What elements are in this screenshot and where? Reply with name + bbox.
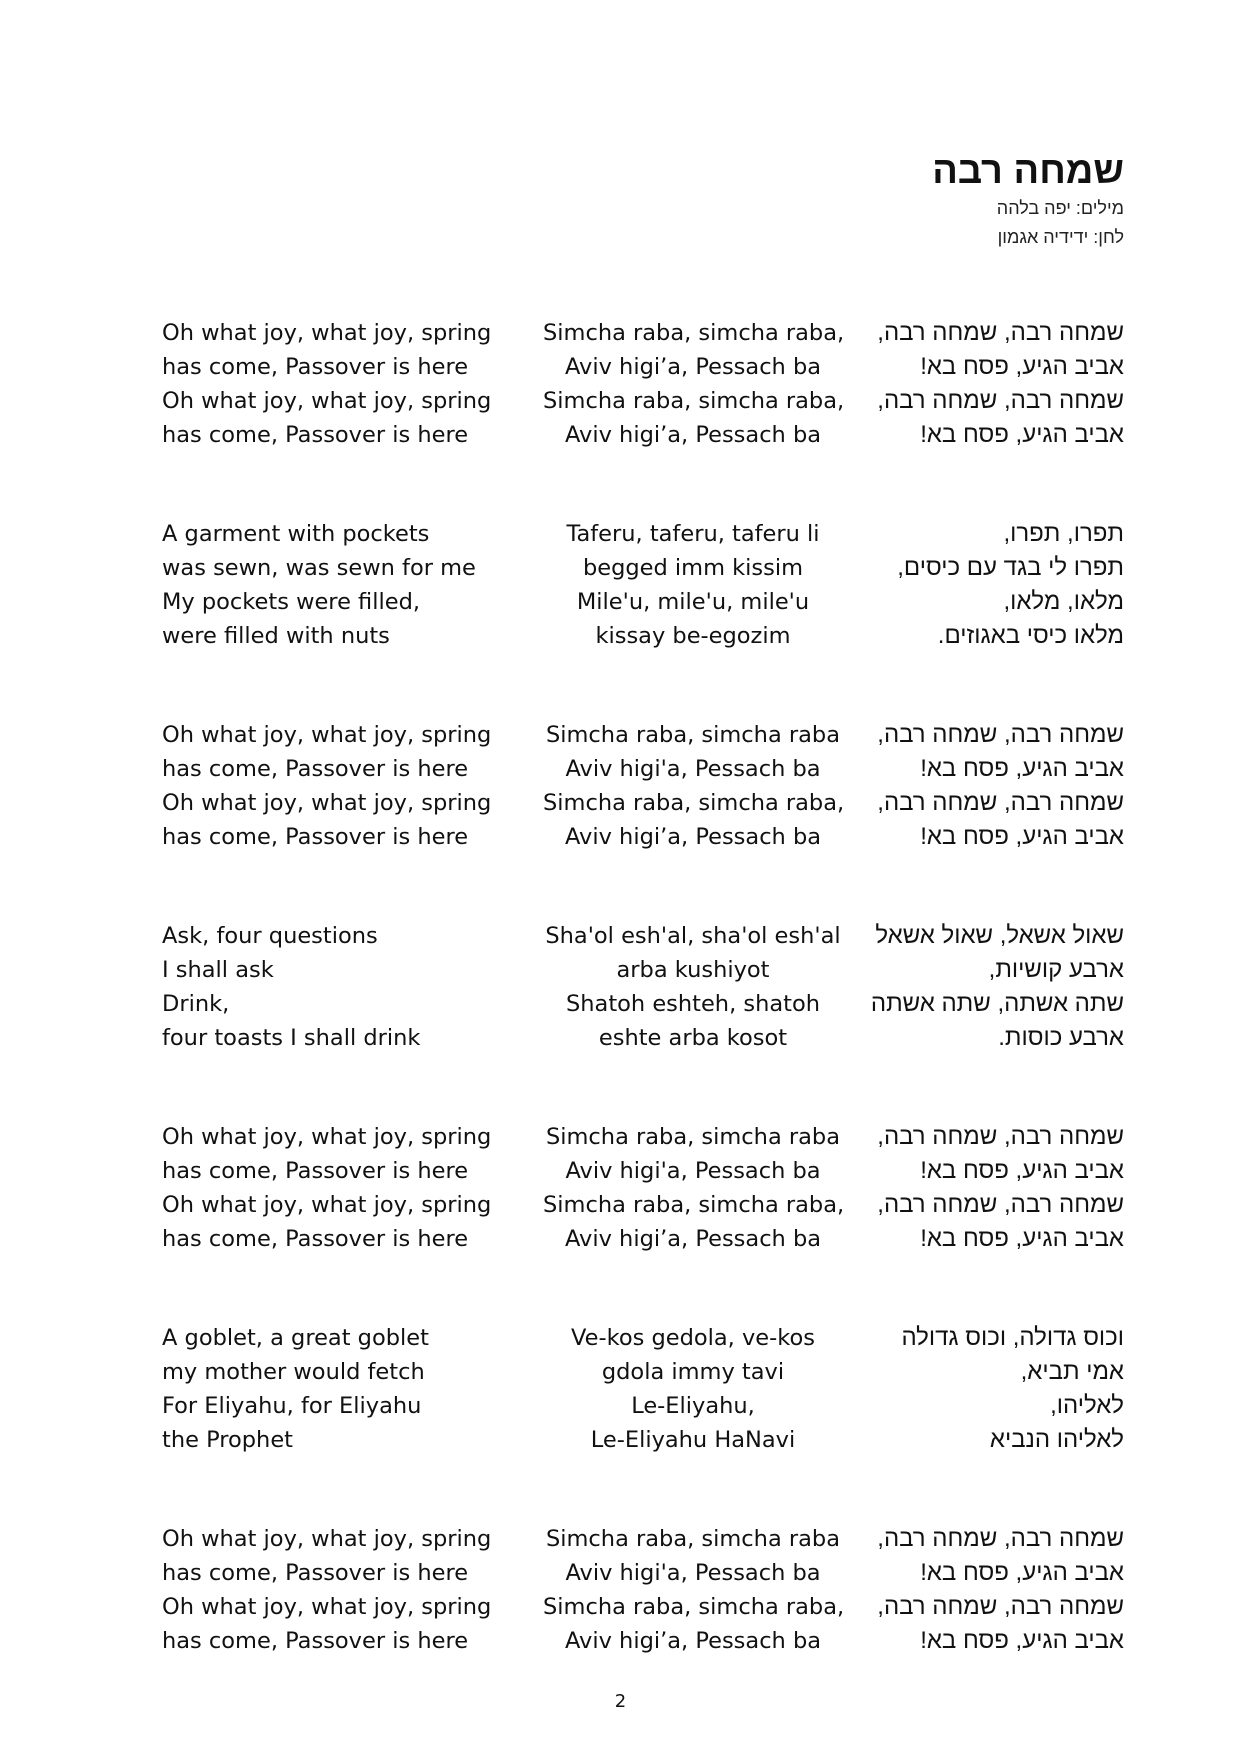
transliteration-column (543, 1321, 843, 1457)
english-line: Ask, four questions (162, 923, 378, 949)
hebrew-column (877, 1522, 1124, 1658)
transliteration-line: Simcha raba, simcha raba (545, 1124, 840, 1150)
transliteration-line: Simcha raba, simcha raba, (543, 320, 845, 346)
transliteration-line: Le-Eliyahu HaNavi (590, 1427, 796, 1453)
transliteration-line: Aviv higi’a, Pessach ba (564, 354, 822, 380)
transliteration-line: Sha'ol esh'al, sha'ol esh'al (545, 923, 841, 949)
song-title: שמחה רבה (932, 150, 1124, 192)
english-column (162, 316, 491, 452)
hebrew-column (901, 1321, 1124, 1457)
transliteration-column (543, 517, 843, 653)
hebrew-column (897, 517, 1124, 653)
hebrew-line: אביב הגיע, פסח בא! (920, 353, 1124, 380)
lyrics-credit: מילים: יפה בלהה (996, 198, 1124, 218)
hebrew-line: שמחה רבה, שמחה רבה, (877, 1123, 1124, 1150)
hebrew-line: אביב הגיע, פסח בא! (920, 421, 1124, 448)
transliteration-line: begged imm kissim (582, 555, 804, 581)
transliteration-column (543, 919, 843, 1055)
hebrew-line: שמחה רבה, שמחה רבה, (877, 319, 1124, 346)
english-line: Oh what joy, what joy, spring (162, 722, 492, 748)
hebrew-line: אביב הגיע, פסח בא! (920, 1627, 1124, 1654)
transliteration-line: Simcha raba, simcha raba, (543, 1192, 845, 1218)
english-line: Oh what joy, what joy, spring (162, 790, 492, 816)
transliteration-line: Aviv higi'a, Pessach ba (565, 1158, 821, 1184)
transliteration-line: Ve-kos gedola, ve-kos (571, 1325, 815, 1351)
hebrew-line: שמחה רבה, שמחה רבה, (877, 1525, 1124, 1552)
hebrew-column (877, 316, 1124, 452)
hebrew-line: אביב הגיע, פסח בא! (920, 1225, 1124, 1252)
english-line: I shall ask (162, 957, 274, 983)
hebrew-line: ארבע קושיות, (988, 956, 1124, 983)
hebrew-line: מלאו, מלאו, (1003, 588, 1124, 615)
english-line: A garment with pockets (162, 521, 430, 547)
english-line: was sewn, was sewn for me (162, 555, 476, 581)
hebrew-line: תפרו לי בגד עם כיסים, (897, 554, 1124, 581)
stanza (0, 316, 1241, 456)
transliteration-line: Aviv higi’a, Pessach ba (564, 1226, 822, 1252)
stanza (0, 1321, 1241, 1461)
hebrew-line: שמחה רבה, שמחה רבה, (877, 789, 1124, 816)
english-line: my mother would fetch (162, 1359, 425, 1385)
transliteration-column (543, 1522, 843, 1658)
transliteration-line: Le-Eliyahu, (631, 1393, 755, 1419)
hebrew-line: תפרו, תפרו, (1003, 520, 1124, 547)
hebrew-line: שמחה רבה, שמחה רבה, (877, 1593, 1124, 1620)
english-column (162, 517, 476, 653)
english-line: has come, Passover is here (162, 824, 469, 850)
transliteration-line: Simcha raba, simcha raba, (543, 388, 845, 414)
hebrew-line: מלאו כיסי באגוזים. (937, 622, 1124, 649)
hebrew-line: לאליהו הנביא (989, 1426, 1124, 1453)
english-line: has come, Passover is here (162, 756, 469, 782)
english-line: Oh what joy, what joy, spring (162, 1192, 492, 1218)
transliteration-line: Mile'u, mile'u, mile'u (576, 589, 810, 615)
english-line: has come, Passover is here (162, 354, 469, 380)
hebrew-line: אביב הגיע, פסח בא! (920, 755, 1124, 782)
stanza (0, 919, 1241, 1059)
transliteration-line: Aviv higi'a, Pessach ba (565, 756, 821, 782)
hebrew-line: אביב הגיע, פסח בא! (920, 1559, 1124, 1586)
transliteration-line: Simcha raba, simcha raba, (543, 1594, 845, 1620)
english-line: the Prophet (162, 1427, 293, 1453)
song-header (932, 148, 1124, 252)
hebrew-line: אמי תביא, (1020, 1358, 1124, 1385)
transliteration-line: Simcha raba, simcha raba, (543, 790, 845, 816)
hebrew-line: שתה אשתה, שתה אשתה (870, 990, 1124, 1017)
english-line: Oh what joy, what joy, spring (162, 1594, 492, 1620)
english-line: A goblet, a great goblet (162, 1325, 429, 1351)
hebrew-line: שמחה רבה, שמחה רבה, (877, 721, 1124, 748)
hebrew-line: שמחה רבה, שמחה רבה, (877, 387, 1124, 414)
stanza (0, 1120, 1241, 1260)
hebrew-column (877, 718, 1124, 854)
transliteration-line: kissay be-egozim (595, 623, 791, 649)
hebrew-column (877, 1120, 1124, 1256)
hebrew-line: ארבע כוסות. (998, 1024, 1124, 1051)
stanza (0, 718, 1241, 858)
english-line: Drink, (162, 991, 230, 1017)
transliteration-line: Taferu, taferu, taferu li (566, 521, 820, 547)
transliteration-line: Shatoh eshteh, shatoh (565, 991, 820, 1017)
english-line: Oh what joy, what joy, spring (162, 388, 492, 414)
english-line: For Eliyahu, for Eliyahu (162, 1393, 422, 1419)
english-line: Oh what joy, what joy, spring (162, 1124, 492, 1150)
stanza (0, 517, 1241, 657)
transliteration-line: eshte arba kosot (598, 1025, 788, 1051)
hebrew-column (871, 919, 1124, 1055)
transliteration-column (543, 316, 843, 452)
transliteration-line: Aviv higi’a, Pessach ba (564, 824, 822, 850)
music-credit: לחן: ידידיה אגמון (997, 227, 1124, 247)
stanza (0, 1522, 1241, 1662)
hebrew-line: אביב הגיע, פסח בא! (920, 1157, 1124, 1184)
hebrew-line: שמחה רבה, שמחה רבה, (877, 1191, 1124, 1218)
page-number: 2 (614, 1691, 627, 1712)
hebrew-line: וכוס גדולה, וכוס גדולה (901, 1324, 1124, 1351)
transliteration-line: Aviv higi'a, Pessach ba (565, 1560, 821, 1586)
english-line: Oh what joy, what joy, spring (162, 1526, 492, 1552)
hebrew-line: אביב הגיע, פסח בא! (920, 823, 1124, 850)
english-line: has come, Passover is here (162, 1158, 469, 1184)
english-line: has come, Passover is here (162, 1628, 469, 1654)
transliteration-column (543, 1120, 843, 1256)
english-line: Oh what joy, what joy, spring (162, 320, 492, 346)
transliteration-line: Aviv higi’a, Pessach ba (564, 1628, 822, 1654)
english-column (162, 1321, 429, 1457)
english-line: has come, Passover is here (162, 422, 469, 448)
english-line: four toasts I shall drink (162, 1025, 421, 1051)
english-column (162, 718, 491, 854)
english-line: My pockets were filled, (162, 589, 421, 615)
english-line: has come, Passover is here (162, 1560, 469, 1586)
english-column (162, 1522, 491, 1658)
hebrew-line: שאול אשאל, שאול אשאל (875, 922, 1124, 949)
hebrew-line: לאליהו, (1050, 1392, 1124, 1419)
english-line: were filled with nuts (162, 623, 390, 649)
english-line: has come, Passover is here (162, 1226, 469, 1252)
english-column (162, 1120, 491, 1256)
transliteration-column (543, 718, 843, 854)
transliteration-line: gdola immy tavi (601, 1359, 785, 1385)
transliteration-line: arba kushiyot (616, 957, 770, 983)
english-column (162, 919, 420, 1055)
transliteration-line: Simcha raba, simcha raba (545, 722, 840, 748)
transliteration-line: Aviv higi’a, Pessach ba (564, 422, 822, 448)
transliteration-line: Simcha raba, simcha raba (545, 1526, 840, 1552)
